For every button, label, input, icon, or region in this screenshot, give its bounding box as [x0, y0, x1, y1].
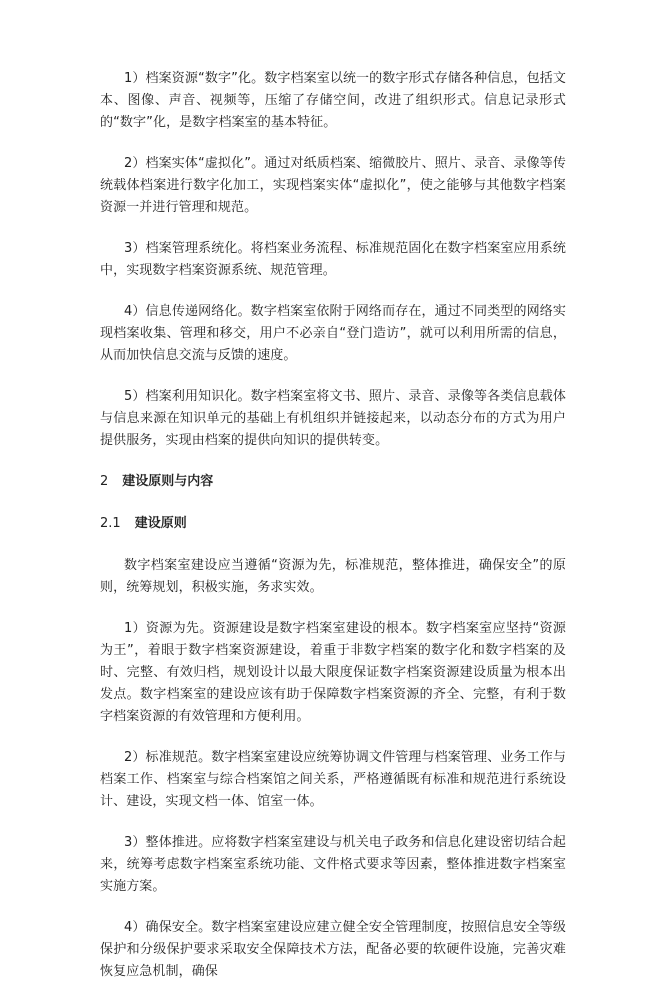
section-heading-2: [100, 471, 566, 493]
paragraph-feature-5: 5）档案利用知识化。数字档案室将文书、照片、录音、录像等各类信息载体与信息来源在知识单元的基础上有机组织并链接起来，以动态分布的方式为用户提供服务，实现由档案的提供向知识的提供转变。: [100, 389, 566, 448]
paragraph-principle-4: 4）确保安全。数字档案室建设应建立健全安全管理制度，按照信息安全等级保护和分级保护要求采取安全保障技术方法，配备必要的软硬件设施，完善灾难恢复应急机制，确保: [100, 920, 566, 979]
subsection-heading-2-1: [100, 513, 566, 535]
paragraph-feature-4: 4）信息传递网络化。数字档案室依附于网络而存在，通过不同类型的网络实现档案收集、管理和移交，用户不必亲自“登门造访”，就可以利用所需的信息，从而加快信息交流与反馈的速度。: [100, 304, 566, 363]
section-title: 建设原则与内容: [122, 474, 214, 489]
paragraph-principle-intro: 数字档案室建设应当遵循“资源为先，标准规范，整体推进，确保安全”的原则，统筹规划，积极实施，务求实效。: [100, 558, 566, 595]
subsection-number: 2.1: [100, 516, 121, 531]
section-number: 2: [100, 474, 109, 489]
paragraph-principle-2: 2）标准规范。数字档案室建设应统筹协调文件管理与档案管理、业务工作与档案工作、档案室与综合档案馆之间关系，严格遵循既有标准和规范进行系统设计、建设，实现文档一体、馆室一体。: [100, 750, 566, 809]
paragraph-feature-2: 2）档案实体“虚拟化”。通过对纸质档案、缩微胶片、照片、录音、录像等传统载体档案进行数字化加工，实现档案实体“虚拟化”，使之能够与其他数字档案资源一并进行管理和规范。: [100, 156, 566, 215]
paragraph-principle-3: 3）整体推进。应将数字档案室建设与机关电子政务和信息化建设密切结合起来，统筹考虑数字档案室系统功能、文件格式要求等因素，整体推进数字档案室实施方案。: [100, 835, 566, 894]
subsection-title: 建设原则: [134, 516, 187, 531]
paragraph-feature-1: 1）档案资源“数字”化。数字档案室以统一的数字形式存储各种信息，包括文本、图像、声音、视频等，压缩了存储空间，改进了组织形式。信息记录形式的“数字”化，是数字档案室的基本特征。: [100, 71, 566, 130]
paragraph-principle-1: 1）资源为先。资源建设是数字档案室建设的根本。数字档案室应坚持“资源为王”，着眼于数字档案资源建设，着重于非数字档案的数字化和数字档案的及时、完整、有效归档，规划设计以最大限度保证数字档案资源建设质量为根本出发点。数字档案室的建设应该有助于保障数字档案资源的齐全、完整，有利于数字档案资源的有效管理和方便利用。: [100, 621, 566, 724]
document-page: [100, 68, 566, 1002]
paragraph-feature-3: 3）档案管理系统化。将档案业务流程、标准规范固化在数字档案室应用系统中，实现数字档案资源系统、规范管理。: [100, 241, 566, 278]
